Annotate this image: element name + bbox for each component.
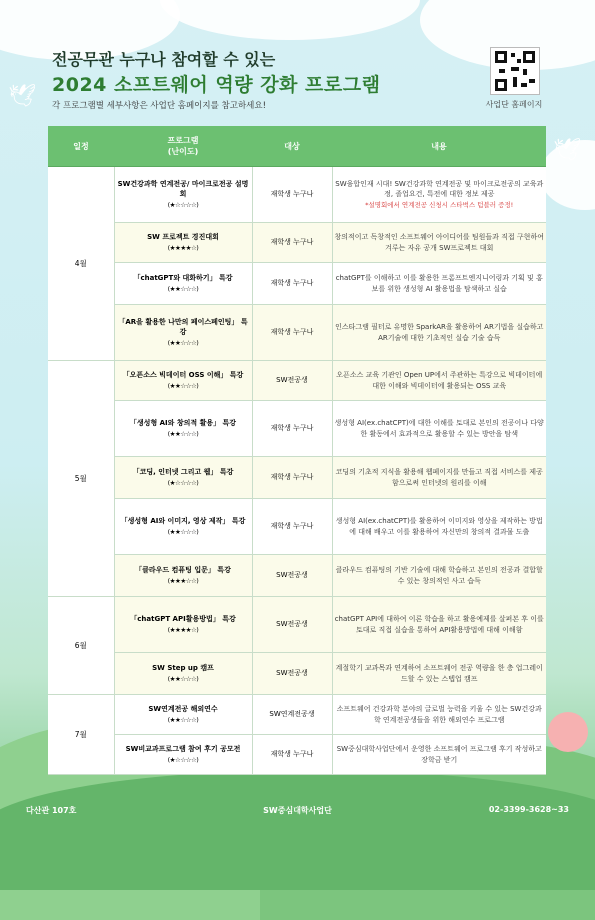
- target-cell: 재학생 누구나: [252, 457, 332, 499]
- content-cell: [332, 167, 546, 223]
- program-title: 「생성형 AI와 이미지, 영상 제작」 특강: [120, 517, 246, 526]
- header-program-label: 프로그램: [167, 136, 199, 145]
- table-row: [48, 735, 546, 775]
- table-row: [48, 361, 546, 401]
- table-header-row: [48, 126, 546, 167]
- program-title: 「생성형 AI와 창의적 활용」 특강: [129, 419, 237, 428]
- table-row: [48, 653, 546, 695]
- content-cell: 생성형 AI(ex.chatCPT)에 대한 이해를 토대로 본인의 전공이나 다양한 활동에서 효과적으로 활용할 수 있는 방안을 탐색: [332, 401, 546, 457]
- target-cell: SW전공생: [252, 361, 332, 401]
- content-cell: chatGPT를 이해하고 이를 활용한 프롬프트엔지니어링과 기획 및 홍보를 위한 생성형 AI 활용법을 탐색하고 실습: [332, 263, 546, 305]
- difficulty-stars: (★★☆☆☆): [167, 674, 199, 683]
- program-cell: [114, 555, 252, 597]
- table-row: [48, 597, 546, 653]
- month-cell: 7월: [48, 695, 114, 775]
- program-cell: [114, 305, 252, 361]
- program-cell: [114, 457, 252, 499]
- program-cell: [114, 223, 252, 263]
- difficulty-stars: (★☆☆☆☆): [167, 755, 199, 764]
- content-cell: 코딩의 기초적 지식을 활용해 웹페이지를 만들고 직접 서비스를 제공함으로써 인터넷의 원리를 이해: [332, 457, 546, 499]
- title-line1: 전공무관 누구나 참여할 수 있는: [52, 50, 276, 69]
- difficulty-stars: (★★★★☆): [167, 625, 199, 634]
- subtitle: 각 프로그램별 세부사항은 사업단 홈페이지를 참고하세요!: [52, 101, 266, 111]
- program-cell: [114, 401, 252, 457]
- program-title: SW Step up 캠프: [152, 664, 214, 673]
- difficulty-stars: (★★☆☆☆): [167, 381, 199, 390]
- target-cell: SW전공생: [252, 555, 332, 597]
- qr-code-icon: [495, 51, 535, 91]
- month-cell: 6월: [48, 597, 114, 695]
- program-cell: [114, 263, 252, 305]
- target-cell: SW연계전공생: [252, 695, 332, 735]
- header-month: 일정: [48, 126, 114, 167]
- target-cell: 재학생 누구나: [252, 499, 332, 555]
- page-title: 2024 소프트웨어 역량 강화 프로그램: [52, 74, 381, 96]
- difficulty-stars: (★★☆☆☆): [167, 429, 199, 438]
- table-row: [48, 263, 546, 305]
- program-cell: [114, 167, 252, 223]
- target-cell: 재학생 누구나: [252, 735, 332, 775]
- header-content: 내용: [332, 126, 546, 167]
- content-cell: 오픈소스 교육 기관인 Open UP에서 주관하는 특강으로 빅데이터에 대한 이해와 빅데이터에 활용되는 OSS 교육: [332, 361, 546, 401]
- program-table: [48, 126, 546, 775]
- content-cell: 생성형 AI(ex.chatCPT)를 활용하여 이미지와 영상을 제작하는 방법에 대해 배우고 이를 활용하여 자신만의 창의적 결과물 도출: [332, 499, 546, 555]
- table-row: [48, 555, 546, 597]
- program-title: 「오픈소스 빅데이터 OSS 이해」 특강: [122, 371, 244, 380]
- target-cell: 재학생 누구나: [252, 223, 332, 263]
- bird-icon: 🕊: [553, 138, 581, 163]
- difficulty-stars: (★★☆☆☆): [167, 715, 199, 724]
- content-note: *설명회에서 연계전공 신청시 스타벅스 텀블러 증정!: [365, 201, 514, 210]
- header-program-sub: (난이도): [167, 147, 199, 156]
- program-title: 「chatGPT와 대화하기」 특강: [133, 274, 233, 283]
- program-title: 「클라우드 컴퓨팅 입문」 특강: [135, 566, 231, 575]
- target-cell: SW전공생: [252, 653, 332, 695]
- bird-icon: 🕊: [8, 84, 36, 109]
- program-title: SW건강과학 연계전공/ 마이크로전공 설명회: [117, 179, 249, 199]
- flower: [548, 712, 588, 752]
- target-cell: SW전공생: [252, 597, 332, 653]
- program-title: 「코딩, 인터넷 그리고 웹」 특강: [132, 468, 234, 477]
- program-title: SW비교과프로그램 참여 후기 공모전: [125, 745, 241, 754]
- content-cell: 클라우드 컴퓨팅의 기반 기술에 대해 학습하고 본인의 전공과 결합할 수 있는 창의적인 사고 습득: [332, 555, 546, 597]
- table-row: [48, 167, 546, 223]
- content-cell: 계절학기 교과목과 연계하여 소프트웨어 전공 역량을 한 층 업그레이드할 수 있는 스텝업 캠프: [332, 653, 546, 695]
- content-text: SW융합인재 시대! SW건강과학 연계전공 및 마이크로전공의 교육과정, 졸업요건, 특전에 대한 정보 제공: [335, 179, 544, 199]
- program-title: 「AR을 활용한 나만의 페이스페인팅」 특강: [118, 317, 248, 337]
- program-cell: [114, 653, 252, 695]
- table-row: [48, 695, 546, 735]
- program-title: SW연계전공 해외연수: [148, 705, 218, 714]
- content-cell: chatGPT API에 대하여 이론 학습을 하고 활용예제를 살펴본 후 이를 토대로 직접 실습을 통하여 API활용방법에 대해 이해함: [332, 597, 546, 653]
- table-row: [48, 457, 546, 499]
- month-cell: 5월: [48, 361, 114, 597]
- program-cell: [114, 499, 252, 555]
- content-cell: 소프트웨어 건강과학 분야의 글로벌 능력을 키울 수 있는 SW건강과학 연계전공생들을 위한 해외연수 프로그램: [332, 695, 546, 735]
- difficulty-stars: (★★☆☆☆): [167, 284, 199, 293]
- difficulty-stars: (★★☆☆☆): [167, 527, 199, 536]
- footer-organization: SW중심대학사업단: [263, 806, 332, 815]
- table-row: [48, 499, 546, 555]
- difficulty-stars: (★☆☆☆☆): [167, 478, 199, 487]
- qr-code[interactable]: [490, 47, 540, 95]
- target-cell: 재학생 누구나: [252, 263, 332, 305]
- target-cell: 재학생 누구나: [252, 305, 332, 361]
- program-cell: [114, 597, 252, 653]
- qr-label: 사업단 홈페이지: [485, 100, 543, 109]
- content-cell: SW중심대학사업단에서 운영한 소프트웨어 프로그램 후기 작성하고 장학금 받기: [332, 735, 546, 775]
- month-cell: 4월: [48, 167, 114, 361]
- table-row: [48, 305, 546, 361]
- footer-phone: 02-3399-3628~33: [488, 805, 569, 814]
- difficulty-stars: (★★★☆☆): [167, 576, 199, 585]
- program-title: SW 프로젝트 경진대회: [147, 233, 219, 242]
- footer-location: 다산관 107호: [26, 806, 77, 815]
- content-cell: 인스타그램 필터로 유명한 SparkAR을 활용하여 AR기법을 실습하고 AR기술에 대한 기초적인 실습 기술 습득: [332, 305, 546, 361]
- table-row: [48, 401, 546, 457]
- table-row: [48, 223, 546, 263]
- header-target: 대상: [252, 126, 332, 167]
- difficulty-stars: (★★★★☆): [167, 243, 199, 252]
- difficulty-stars: (★★☆☆☆): [167, 339, 199, 348]
- target-cell: 재학생 누구나: [252, 401, 332, 457]
- content-cell: 창의적이고 독창적인 소프트웨어 아이디어를 팀원들과 직접 구현하여 겨루는 자유 공개 SW프로젝트 대회: [332, 223, 546, 263]
- target-cell: 재학생 누구나: [252, 167, 332, 223]
- hill: [0, 770, 595, 890]
- program-cell: [114, 735, 252, 775]
- program-cell: [114, 361, 252, 401]
- difficulty-stars: (★☆☆☆☆): [167, 201, 199, 210]
- header-program: [114, 126, 252, 167]
- program-title: 「chatGPT API활용방법」 특강: [130, 615, 236, 624]
- program-cell: [114, 695, 252, 735]
